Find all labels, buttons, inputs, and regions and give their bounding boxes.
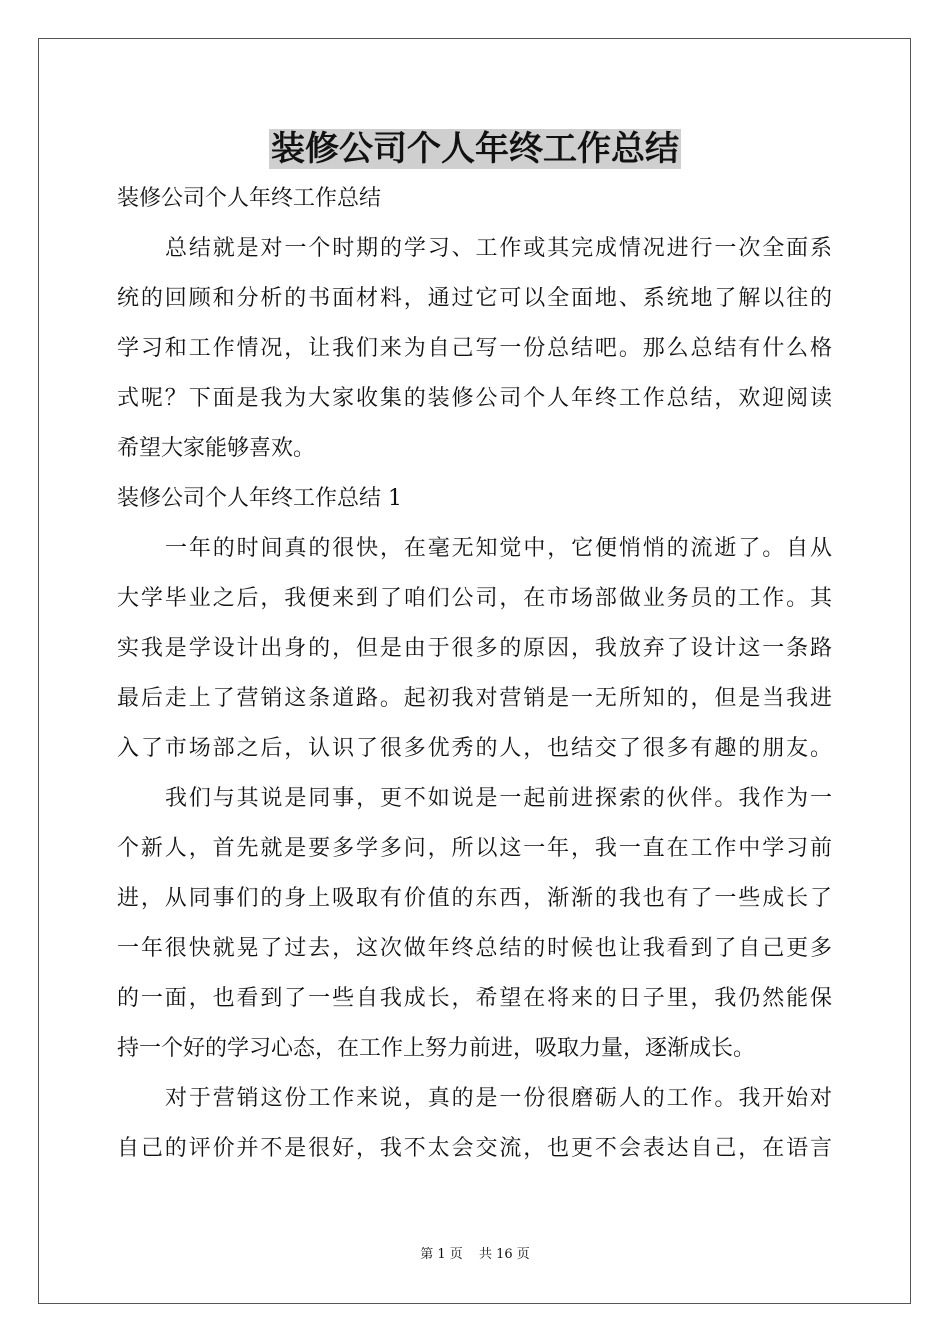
title-text: 装修公司个人年终工作总结 [271, 129, 679, 169]
para1-line: 大学毕业之后，我便来到了咱们公司，在市场部做业务员的工作。其 [117, 586, 832, 611]
para1-line: 实我是学设计出身的，但是由于很多的原因，我放弃了设计这一条路 [117, 636, 832, 661]
para2-line: 一年很快就晃了过去，这次做年终总结的时候也让我看到了自己更多 [117, 936, 832, 961]
document-title [0, 127, 950, 171]
para2-line: 持一个好的学习心态，在工作上努力前进，吸取力量，逐渐成长。 [117, 1036, 756, 1061]
para1-line: 一年的时间真的很快，在毫无知觉中，它便悄悄的流逝了。自从 [165, 536, 832, 561]
intro-line: 希望大家能够喜欢。 [117, 436, 316, 461]
para1-line: 最后走上了营销这条道路。起初我对营销是一无所知的，但是当我进 [117, 686, 832, 711]
para2-line: 的一面，也看到了一些自我成长，希望在将来的日子里，我仍然能保 [117, 986, 832, 1011]
intro-line: 式呢？下面是我为大家收集的装修公司个人年终工作总结，欢迎阅读 [117, 386, 832, 411]
para3-line: 自己的评价并不是很好，我不太会交流，也更不会表达自己，在语言 [117, 1136, 832, 1161]
page-border [38, 38, 911, 1304]
subtitle: 装修公司个人年终工作总结 [117, 186, 382, 211]
para3-line: 对于营销这份工作来说，真的是一份很磨砺人的工作。我开始对 [165, 1086, 832, 1111]
para1-line: 入了市场部之后，认识了很多优秀的人，也结交了很多有趣的朋友。 [117, 736, 832, 761]
intro-line: 统的回顾和分析的书面材料，通过它可以全面地、系统地了解以往的 [117, 286, 832, 311]
para2-line: 个新人，首先就是要多学多问，所以这一年，我一直在工作中学习前 [117, 836, 832, 861]
para2-line: 进，从同事们的身上吸取有价值的东西，渐渐的我也有了一些成长了 [117, 886, 832, 911]
intro-line: 学习和工作情况，让我们来为自己写一份总结吧。那么总结有什么格 [117, 336, 832, 361]
para2-line: 我们与其说是同事，更不如说是一起前进探索的伙伴。我作为一 [165, 786, 832, 811]
page-number: 第 1 页 [420, 1247, 463, 1262]
section-heading: 装修公司个人年终工作总结 1 [117, 486, 402, 511]
page-total: 共 16 页 [478, 1247, 530, 1262]
intro-line: 总结就是对一个时期的学习、工作或其完成情况进行一次全面系 [165, 236, 832, 261]
page-footer [0, 1247, 950, 1263]
